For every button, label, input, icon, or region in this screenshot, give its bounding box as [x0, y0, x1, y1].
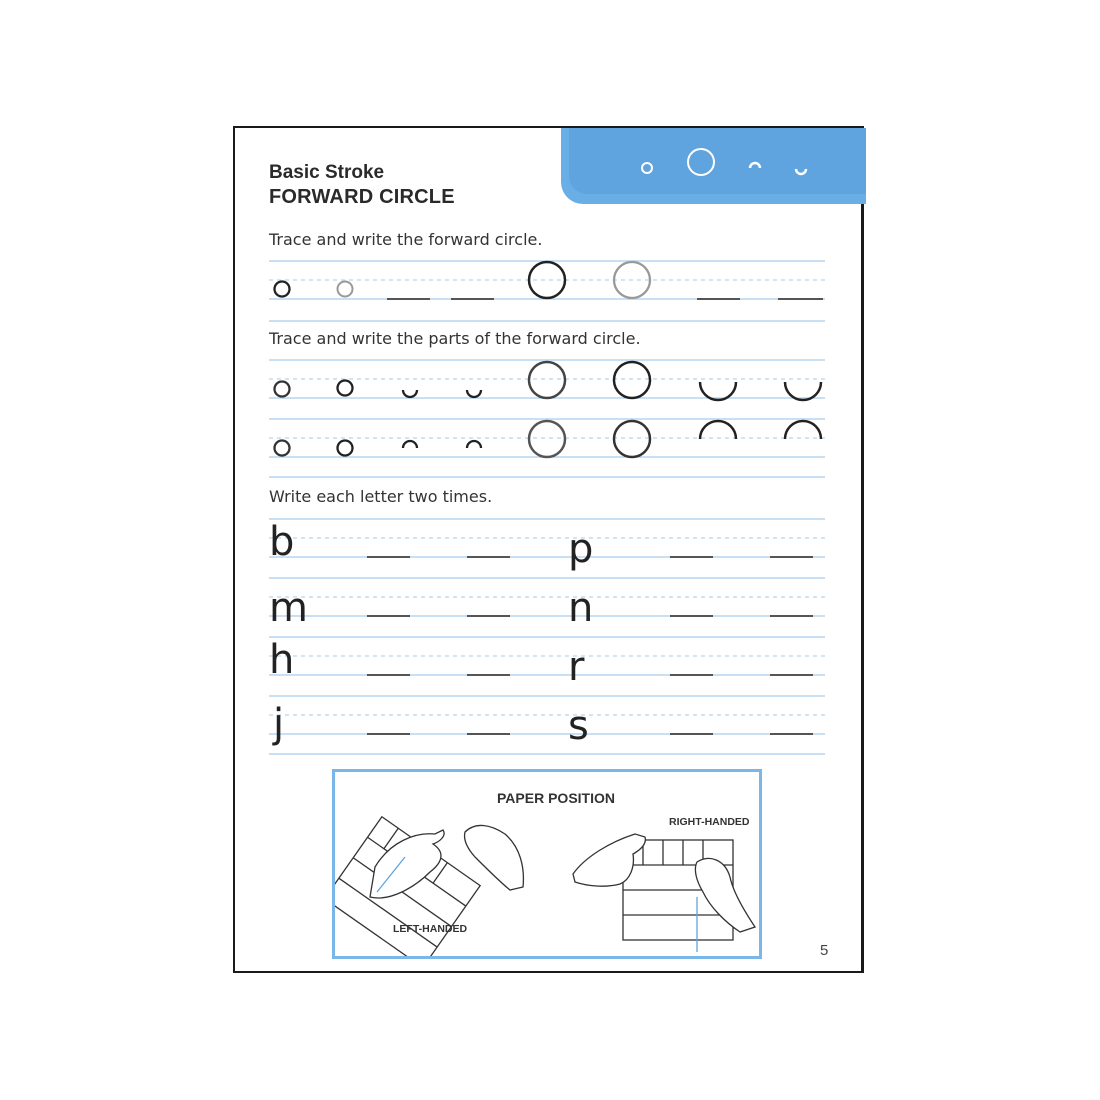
- letter-b: b: [269, 519, 295, 565]
- letter-row-4[interactable]: [269, 696, 825, 754]
- right-hand-writing-icon: [695, 858, 755, 932]
- handwriting-guides: [235, 128, 866, 768]
- left-handed-label: LEFT-HANDED: [393, 923, 468, 935]
- letter-m: m: [269, 585, 308, 631]
- letter-h: h: [269, 637, 295, 683]
- letter-row-3[interactable]: [269, 637, 825, 675]
- page-subtitle: Basic Stroke: [269, 162, 385, 183]
- left-hand-holding-icon: [573, 834, 645, 886]
- practice-row-2[interactable]: [269, 360, 825, 400]
- right-handed-label: RIGHT-HANDED: [669, 816, 750, 828]
- paper-position-box: [332, 769, 762, 959]
- letter-row-2[interactable]: [269, 578, 825, 616]
- instruction-3: Write each letter two times.: [269, 487, 493, 506]
- letter-n: n: [568, 585, 594, 631]
- hand-illustrations: [335, 772, 759, 956]
- practice-row-1[interactable]: [269, 261, 825, 321]
- page-number: 5: [820, 942, 829, 959]
- paper-position-title: PAPER POSITION: [497, 790, 615, 806]
- practice-row-3[interactable]: [269, 419, 825, 477]
- letter-row-1[interactable]: [269, 519, 825, 557]
- workbook-page: [233, 126, 864, 973]
- letter-j: j: [273, 701, 285, 747]
- letter-r: r: [568, 644, 585, 690]
- page-title: FORWARD CIRCLE: [269, 186, 455, 208]
- instruction-2: Trace and write the parts of the forward circle.: [269, 329, 641, 348]
- letter-s: s: [568, 703, 589, 749]
- instruction-1: Trace and write the forward circle.: [269, 230, 543, 249]
- letter-p: p: [568, 526, 594, 572]
